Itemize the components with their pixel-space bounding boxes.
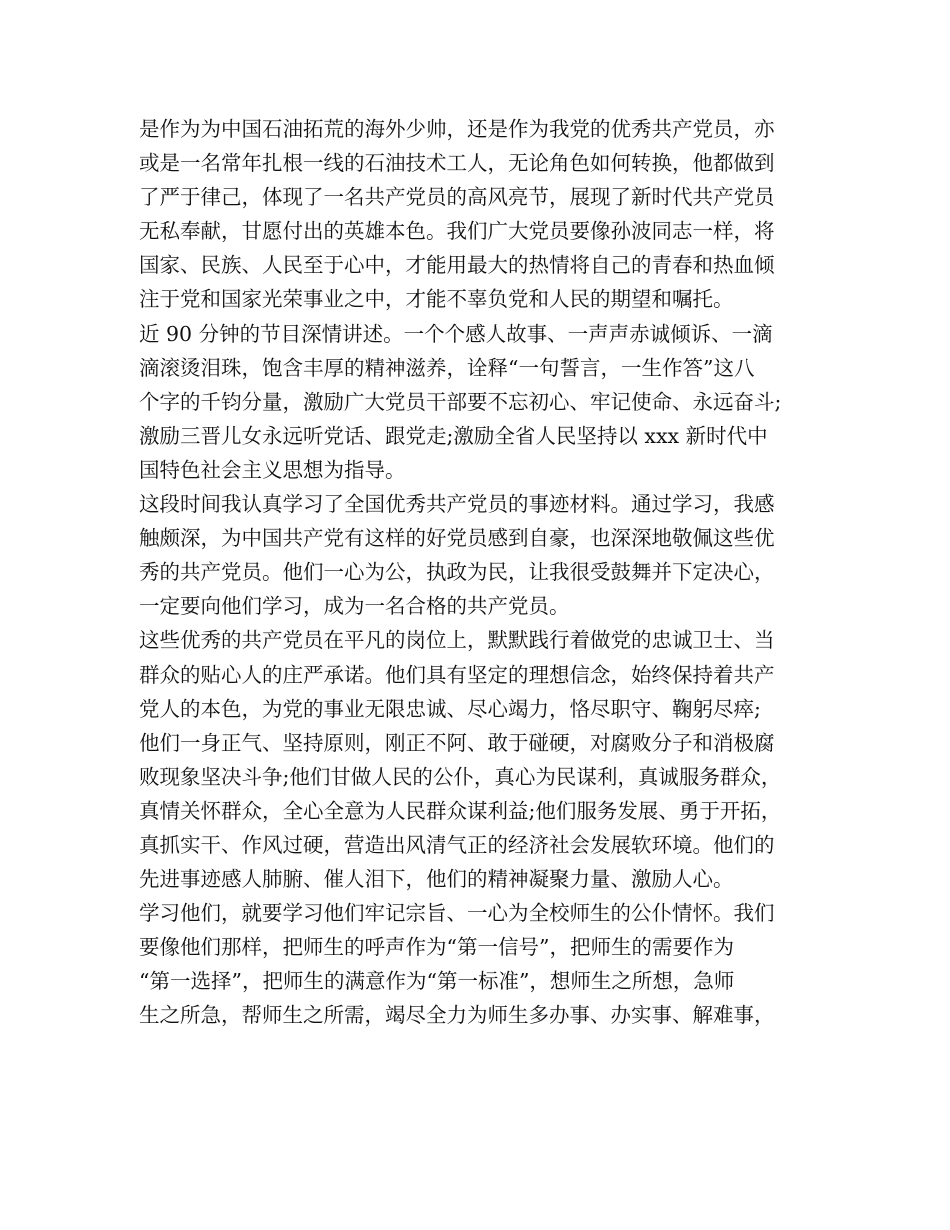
text-line: 注于党和国家光荣事业之中，才能不辜负党和人民的期望和嘱托。	[139, 287, 734, 312]
text-line: 国家、民族、人民至于心中，才能用最大的热情将自己的青春和热血倾	[139, 253, 775, 278]
document-body	[139, 112, 829, 1033]
text-line: 滴滚烫泪珠，饱含丰厚的精神滋养，诠释“一句誓言，一生作答”这八	[139, 355, 755, 380]
text-line: 激励三晋儿女永远听党话、跟党走;激励全省人民坚持以 xxx 新时代中	[139, 423, 768, 448]
text-line: 生之所急，帮师生之所需，竭尽全力为师生多办事、办实事、解难事，	[139, 1003, 775, 1028]
text-line: 触颇深，为中国共产党有这样的好党员感到自豪，也深深地敬佩这些优	[139, 526, 775, 551]
text-line: 了严于律己，体现了一名共产党员的高风亮节，展现了新时代共产党员	[139, 185, 775, 210]
text-line: 党人的本色，为党的事业无限忠诚、尽心竭力，恪尽职守、鞠躬尽瘁;	[139, 696, 761, 721]
text-line: 他们一身正气、坚持原则，刚正不阿、敢于碰硬，对腐败分子和消极腐	[139, 730, 775, 755]
text-line: 真抓实干、作风过硬，营造出风清气正的经济社会发展软环境。他们的	[139, 832, 775, 857]
text-line: 秀的共产党员。他们一心为公，执政为民，让我很受鼓舞并下定决心，	[139, 560, 775, 585]
text-line: 败现象坚决斗争;他们甘做人民的公仆，真心为民谋利，真诚服务群众，	[139, 764, 782, 789]
text-line: 近 90 分钟的节目深情讲述。一个个感人故事、一声声赤诚倾诉、一滴	[139, 321, 773, 346]
text-line: 国特色社会主义思想为指导。	[139, 457, 406, 482]
text-line: 无私奉献，甘愿付出的英雄本色。我们广大党员要像孙波同志一样，将	[139, 219, 775, 244]
text-line: 个字的千钧分量，激励广大党员干部要不忘初心、牢记使命、永远奋斗;	[139, 389, 782, 414]
text-line: 或是一名常年扎根一线的石油技术工人，无论角色如何转换，他都做到	[139, 151, 775, 176]
text-line: 这些优秀的共产党员在平凡的岗位上，默默践行着做党的忠诚卫士、当	[139, 628, 775, 653]
text-line: 要像他们那样，把师生的呼声作为“第一信号”，把师生的需要作为	[139, 935, 734, 960]
text-line: 学习他们，就要学习他们牢记宗旨、一心为全校师生的公仆情怀。我们	[139, 901, 775, 926]
text-line: 真情关怀群众，全心全意为人民群众谋利益;他们服务发展、勇于开拓，	[139, 798, 782, 823]
text-line: 一定要向他们学习，成为一名合格的共产党员。	[139, 594, 570, 619]
text-line: 这段时间我认真学习了全国优秀共产党员的事迹材料。通过学习，我感	[139, 492, 775, 517]
text-line: 先进事迹感人肺腑、催人泪下，他们的精神凝聚力量、激励人心。	[139, 867, 734, 892]
text-line: “第一选择”，把师生的满意作为“第一标准”，想师生之所想，急师	[139, 969, 735, 994]
text-line: 群众的贴心人的庄严承诺。他们具有坚定的理想信念，始终保持着共产	[139, 662, 775, 687]
text-line: 是作为为中国石油拓荒的海外少帅，还是作为我党的优秀共产党员，亦	[139, 117, 775, 141]
